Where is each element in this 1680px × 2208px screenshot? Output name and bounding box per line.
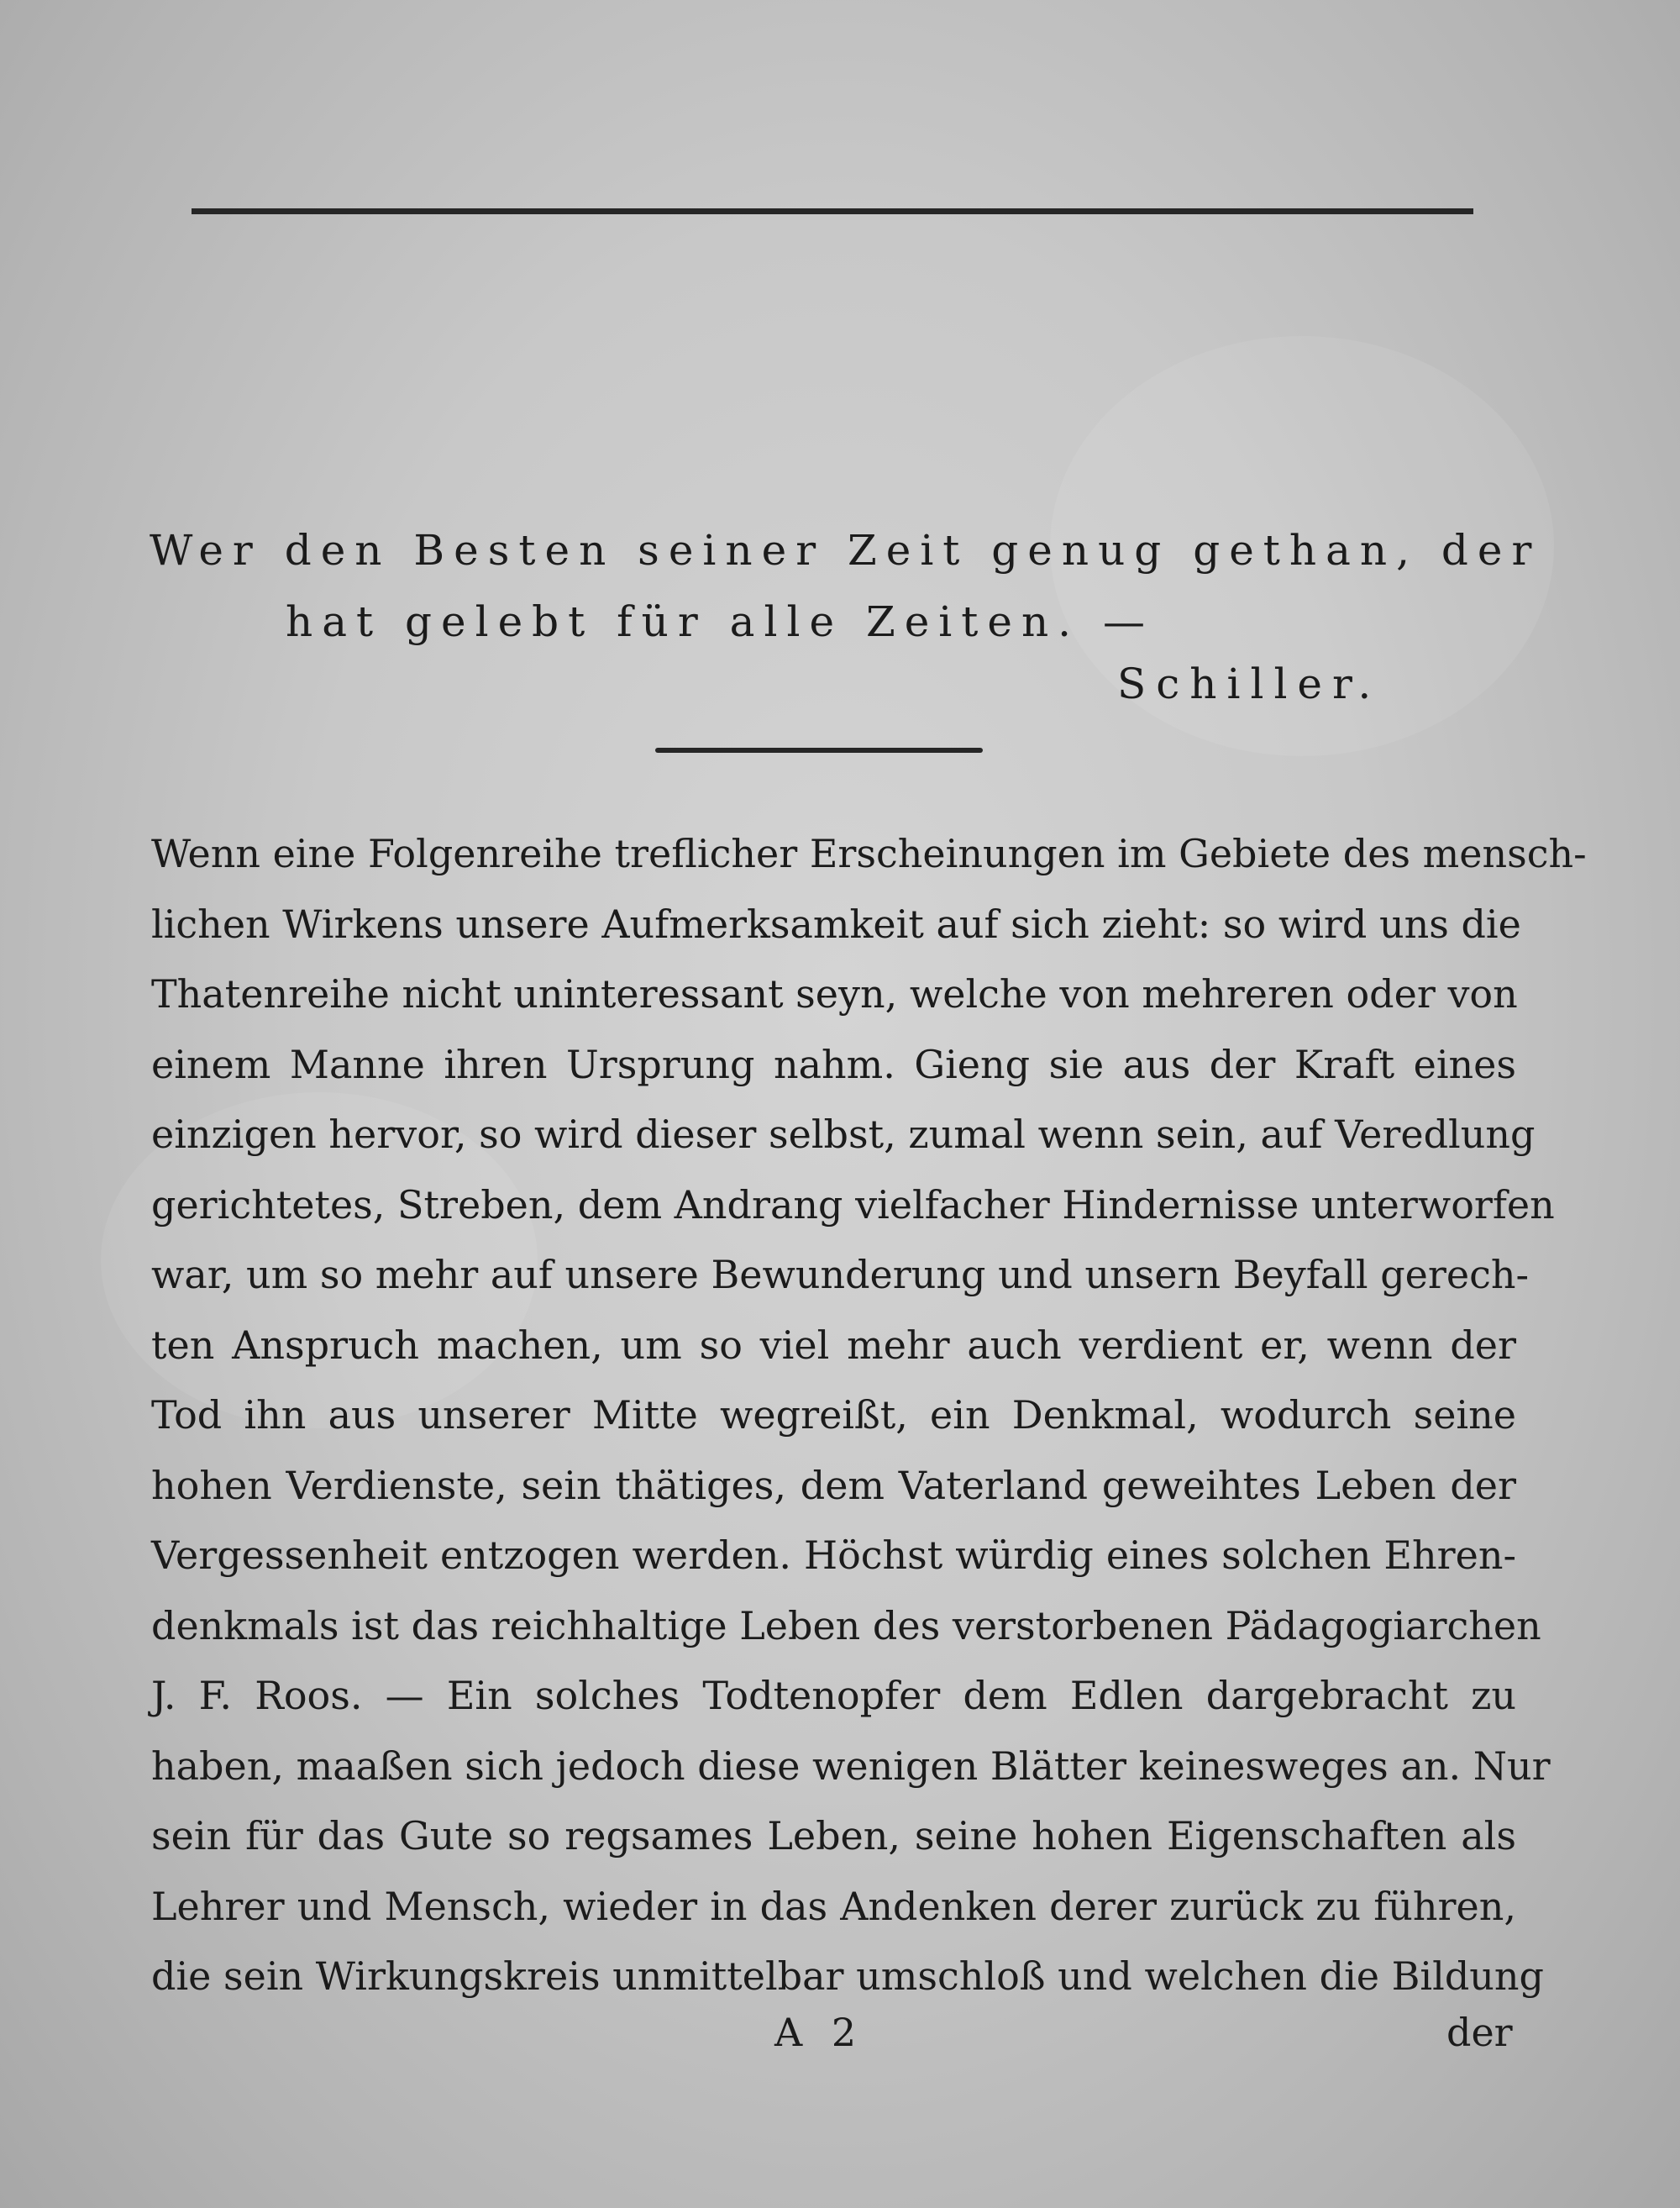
motto-line: hat gelebt für alle Zeiten. — <box>286 597 1154 646</box>
text-line: einem Manne ihren Ursprung nahm. Gieng sie aus der Kraft eines <box>151 1041 1516 1087</box>
text-line: J. F. Roos. — Ein solches Todtenopfer dem Edlen dargebracht zu <box>151 1673 1516 1718</box>
signature-mark: A 2 <box>774 2010 865 2055</box>
text-line: einzigen hervor, so wird dieser selbst, zumal wenn sein, auf Veredlung <box>151 1112 1536 1157</box>
text-line: gerichtetes, Streben, dem Andrang vielfacher Hindernisse unterworfen <box>151 1181 1555 1228</box>
top-rule <box>192 208 1473 214</box>
text-line: haben, maaßen sich jedoch diese wenigen Blätter keinesweges an. Nur <box>151 1743 1551 1789</box>
text-line: Lehrer und Mensch, wieder in das Andenken derer zurück zu führen, <box>151 1883 1516 1929</box>
section-rule <box>655 748 983 753</box>
text-line: Wenn eine Folgenreihe treflicher Erscheinungen im Gebiete des mensch- <box>151 831 1587 876</box>
text-line: Thatenreihe nicht uninteressant seyn, welche von mehreren oder von <box>151 971 1518 1017</box>
text-line: hohen Verdienste, sein thätiges, dem Vaterland geweihtes Leben der <box>151 1462 1516 1508</box>
motto-attribution: Schiller. <box>1117 660 1382 708</box>
body-text <box>151 819 1587 2012</box>
text-line: lichen Wirkens unsere Aufmerksamkeit auf sich zieht: so wird uns die <box>151 901 1521 947</box>
motto-line: Wer den Besten seiner Zeit genug gethan, der <box>150 526 1541 575</box>
text-line: war, um so mehr auf unsere Bewunderung und unsern Beyfall gerech- <box>151 1252 1530 1297</box>
text-line: denkmals ist das reichhaltige Leben des verstorbenen Pädagogiarchen <box>151 1602 1541 1648</box>
text-line: Tod ihn aus unserer Mitte wegreißt, ein Denkmal, wodurch seine <box>151 1392 1516 1438</box>
text-line: sein für das Gute so regsames Leben, seine hohen Eigenschaften als <box>151 1813 1516 1858</box>
text-line: Vergessenheit entzogen werden. Höchst würdig eines solchen Ehren- <box>151 1532 1516 1578</box>
text-line: die sein Wirkungskreis unmittelbar umschloß und welchen die Bildung <box>151 1953 1544 1999</box>
catchword: der <box>1446 2010 1513 2055</box>
text-line: ten Anspruch machen, um so viel mehr auch verdient er, wenn der <box>151 1322 1516 1368</box>
